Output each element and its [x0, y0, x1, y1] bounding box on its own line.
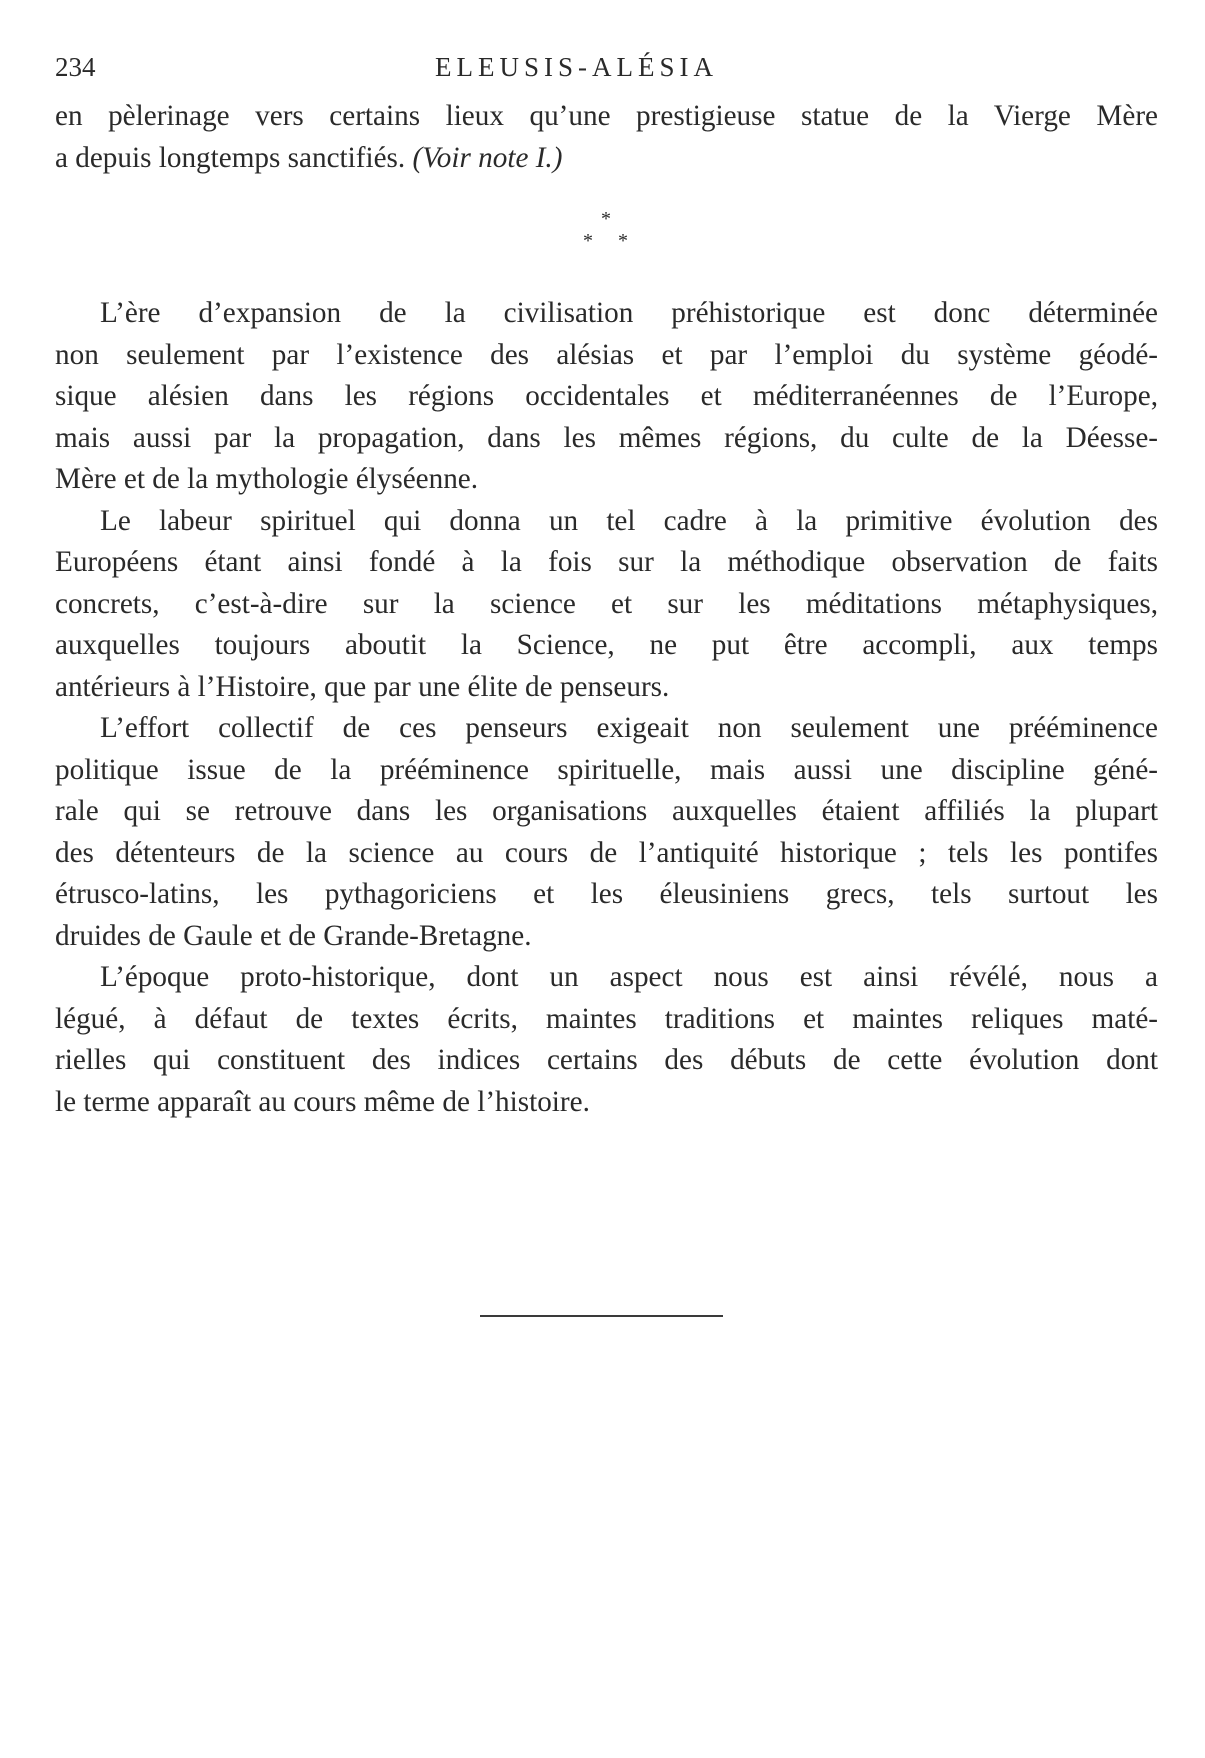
- paragraph: [55, 293, 1158, 501]
- chapter-end-rule: [480, 1315, 723, 1317]
- text-line: sique alésien dans les régions occidentales et méditerranéennes de l’Europe,: [55, 380, 1158, 412]
- running-title: ELEUSIS-ALÉSIA: [435, 52, 718, 82]
- text-line: L’effort collectif de ces penseurs exigeait non seulement une prééminence: [100, 712, 1158, 744]
- text-line: politique issue de la prééminence spirituelle, mais aussi une discipline géné-: [55, 753, 1158, 786]
- note-reference: (Voir note I.): [412, 141, 563, 174]
- text-line: auxquelles toujours aboutit la Science, ne put être accompli, aux temps: [55, 629, 1158, 661]
- text-line: mais aussi par la propagation, dans les mêmes régions, du culte de la Déesse-: [55, 421, 1158, 454]
- text-line: druides de Gaule et de Grande-Bretagne.: [55, 919, 532, 952]
- running-head: [55, 48, 1158, 88]
- text-line: des détenteurs de la science au cours de l’antiquité historique ; tels les pontifes: [55, 836, 1158, 869]
- opening-paragraph: [55, 96, 1158, 179]
- page-number: 234: [55, 52, 96, 82]
- asterism-star: *: [601, 208, 611, 230]
- text-line: antérieurs à l’Histoire, que par une élite de penseurs.: [55, 670, 670, 703]
- text-line: L’époque proto-historique, dont un aspect nous est ainsi révélé, nous a: [100, 961, 1158, 993]
- paragraph: [55, 501, 1158, 709]
- text-line: Mère et de la mythologie élyséenne.: [55, 463, 479, 495]
- asterism-separator: [55, 205, 1158, 269]
- asterism-star: *: [583, 230, 593, 252]
- text-line: rielles qui constituent des indices certains des débuts de cette évolution dont: [55, 1044, 1158, 1076]
- text-line: légué, à défaut de textes écrits, maintes traditions et maintes reliques maté-: [55, 1002, 1158, 1035]
- text-line: en pèlerinage vers certains lieux qu’une prestigieuse statue de la Vierge Mère: [55, 100, 1158, 132]
- text-line: [55, 138, 1158, 180]
- paragraph: [55, 957, 1158, 1123]
- text-line: le terme apparaît au cours même de l’histoire.: [55, 1085, 590, 1118]
- text-line: Le labeur spirituel qui donna un tel cadre à la primitive évolution des: [100, 504, 1158, 537]
- text-line: Européens étant ainsi fondé à la fois sur la méthodique observation de faits: [55, 546, 1158, 578]
- asterism-star: *: [618, 230, 628, 252]
- text-line: L’ère d’expansion de la civilisation préhistorique est donc déterminée: [100, 297, 1158, 329]
- book-page: [55, 48, 1158, 1123]
- text-line: non seulement par l’existence des alésias et par l’emploi du système géodé-: [55, 338, 1158, 371]
- text-line: concrets, c’est-à-dire sur la science et sur les méditations métaphysiques,: [55, 587, 1158, 620]
- text-fragment: a depuis longtemps sanctifiés.: [55, 141, 406, 174]
- paragraph: [55, 708, 1158, 957]
- text-line: rale qui se retrouve dans les organisations auxquelles étaient affiliés la plupart: [55, 795, 1158, 827]
- text-line: étrusco-latins, les pythagoriciens et les éleusiniens grecs, tels surtout les: [55, 878, 1158, 910]
